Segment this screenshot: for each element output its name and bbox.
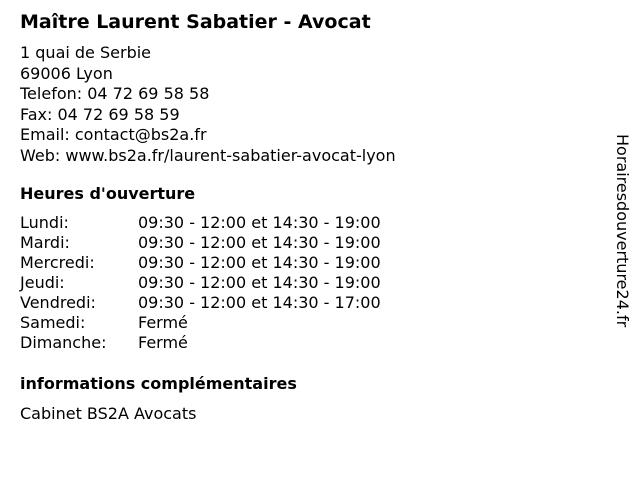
additional-info-heading: informations complémentaires [20, 374, 297, 393]
email-address: Email: contact@bs2a.fr [20, 125, 207, 144]
time-value: 09:30 - 12:00 et 14:30 - 19:00 [138, 213, 381, 232]
time-value: Fermé [138, 333, 188, 352]
opening-hours-heading: Heures d'ouverture [20, 184, 196, 203]
day-label: Samedi: [20, 313, 86, 332]
phone-number: Telefon: 04 72 69 58 58 [20, 84, 210, 103]
address-street: 1 quai de Serbie [20, 43, 152, 62]
address-city: 69006 Lyon [20, 63, 113, 83]
day-label: Jeudi: [20, 273, 65, 292]
fax-number: Fax: 04 72 69 58 59 [20, 104, 180, 124]
day-label: Dimanche: [20, 333, 107, 352]
additional-info-text: Cabinet BS2A Avocats [20, 404, 197, 423]
day-label: Lundi: [20, 213, 69, 232]
time-value: 09:30 - 12:00 et 14:30 - 19:00 [138, 253, 381, 272]
time-value: Fermé [138, 313, 188, 332]
time-value: 09:30 - 12:00 et 14:30 - 17:00 [138, 293, 381, 312]
page-title: Maître Laurent Sabatier - Avocat [20, 11, 371, 33]
contact-block [20, 43, 396, 166]
day-label: Mardi: [20, 233, 70, 252]
time-value: 09:30 - 12:00 et 14:30 - 19:00 [138, 273, 381, 292]
site-watermark: Horairesdouverture24.fr [613, 134, 632, 328]
time-value: 09:30 - 12:00 et 14:30 - 19:00 [138, 233, 381, 252]
website-url: Web: www.bs2a.fr/laurent-sabatier-avocat-lyon [20, 145, 396, 165]
day-label: Vendredi: [20, 293, 96, 312]
day-label: Mercredi: [20, 253, 95, 272]
